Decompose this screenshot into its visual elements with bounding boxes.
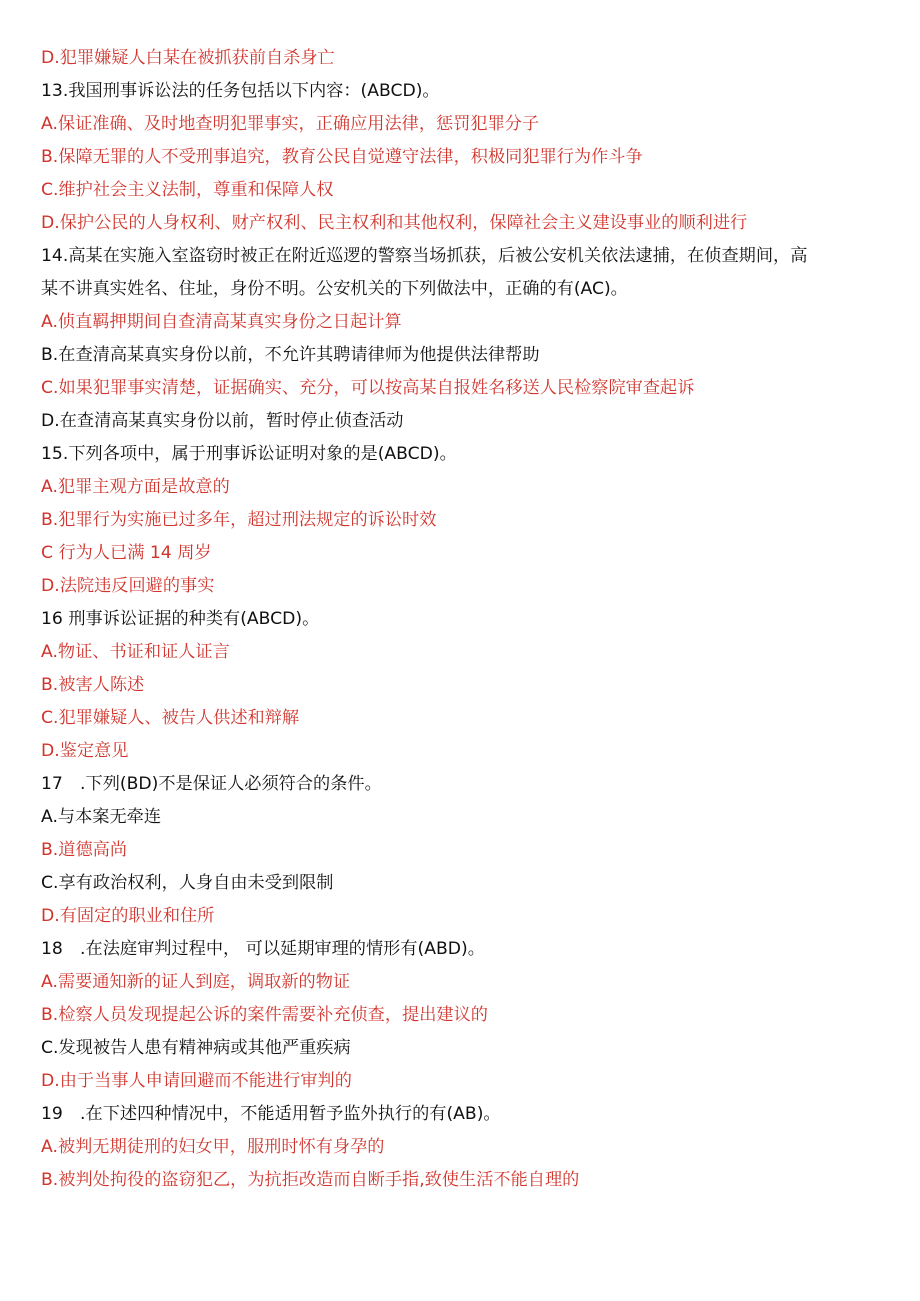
text-line: A.与本案无牵连 xyxy=(41,807,162,827)
answer-option-correct: A.侦直羁押期间自查清高某真实身份之日起计算 xyxy=(41,312,402,332)
answer-option-correct: B.检察人员发现提起公诉的案件需要补充侦查，提出建议的 xyxy=(41,1005,488,1025)
text-line: C.享有政治权利，人身自由未受到限制 xyxy=(41,873,334,893)
text-line: 15.下列各项中，属于刑事诉讼证明对象的是(ABCD)。 xyxy=(41,444,457,464)
text-line: 18 .在法庭审判过程中， 可以延期审理的情形有(ABD)。 xyxy=(41,939,485,959)
text-line: 14.高某在实施入室盗窃时被正在附近巡逻的警察当场抓获，后被公安机关依法逮捕，在侦查期间，高 xyxy=(41,246,808,266)
answer-option-correct: A.保证准确、及时地查明犯罪事实，正确应用法律，惩罚犯罪分子 xyxy=(41,114,540,134)
answer-option-correct: B.道德高尚 xyxy=(41,840,128,860)
question-list xyxy=(41,42,876,1197)
answer-option-correct: D.由于当事人申请回避而不能进行审判的 xyxy=(41,1071,352,1091)
text-line: 19 .在下述四种情况中，不能适用暂予监外执行的有(AB)。 xyxy=(41,1104,501,1124)
answer-option-correct: C.犯罪嫌疑人、被告人供述和辩解 xyxy=(41,708,300,728)
answer-option-correct: D.保护公民的人身权利、财产权利、民主权利和其他权利，保障社会主义建设事业的顺利进行 xyxy=(41,213,748,233)
answer-option-correct: A.犯罪主观方面是故意的 xyxy=(41,477,230,497)
answer-option-correct: B.保障无罪的人不受刑事追究，教育公民自觉遵守法律，积极同犯罪行为作斗争 xyxy=(41,147,643,167)
answer-option-correct: D.犯罪嫌疑人白某在被抓获前自杀身亡 xyxy=(41,48,335,68)
answer-option-correct: C.如果犯罪事实清楚，证据确实、充分，可以按高某自报姓名移送人民检察院审查起诉 xyxy=(41,378,695,398)
answer-option-correct: C.维护社会主义法制，尊重和保障人权 xyxy=(41,180,334,200)
text-line: 17 .下列(BD)不是保证人必须符合的条件。 xyxy=(41,774,382,794)
answer-option-correct: D.有固定的职业和住所 xyxy=(41,906,215,926)
text-line: 13.我国刑事诉讼法的任务包括以下内容：(ABCD)。 xyxy=(41,81,440,101)
answer-option-correct: A.需要通知新的证人到庭，调取新的物证 xyxy=(41,972,351,992)
text-line: 某不讲真实姓名、住址，身份不明。公安机关的下列做法中，正确的有(AC)。 xyxy=(41,279,628,299)
answer-option-correct: B.犯罪行为实施已过多年，超过刑法规定的诉讼时效 xyxy=(41,510,437,530)
answer-option-correct: D.鉴定意见 xyxy=(41,741,129,761)
text-line: B.在查清高某真实身份以前，不允许其聘请律师为他提供法律帮助 xyxy=(41,345,540,365)
answer-option-correct: D.法院违反回避的事实 xyxy=(41,576,215,596)
answer-option-correct: A.被判无期徒刑的妇女甲，服刑时怀有身孕的 xyxy=(41,1137,385,1157)
text-line: 16 刑事诉讼证据的种类有(ABCD)。 xyxy=(41,609,320,629)
answer-option-correct: C 行为人已满 14 周岁 xyxy=(41,543,212,563)
answer-option-correct: B.被害人陈述 xyxy=(41,675,145,695)
answer-option-correct: A.物证、书证和证人证言 xyxy=(41,642,230,662)
text-line: C.发现被告人患有精神病或其他严重疾病 xyxy=(41,1038,351,1058)
answer-option-correct: B.被判处拘役的盗窃犯乙，为抗拒改造而自断手指,致使生活不能自理的 xyxy=(41,1170,580,1190)
text-line: D.在查清高某真实身份以前，暂时停止侦查活动 xyxy=(41,411,404,431)
